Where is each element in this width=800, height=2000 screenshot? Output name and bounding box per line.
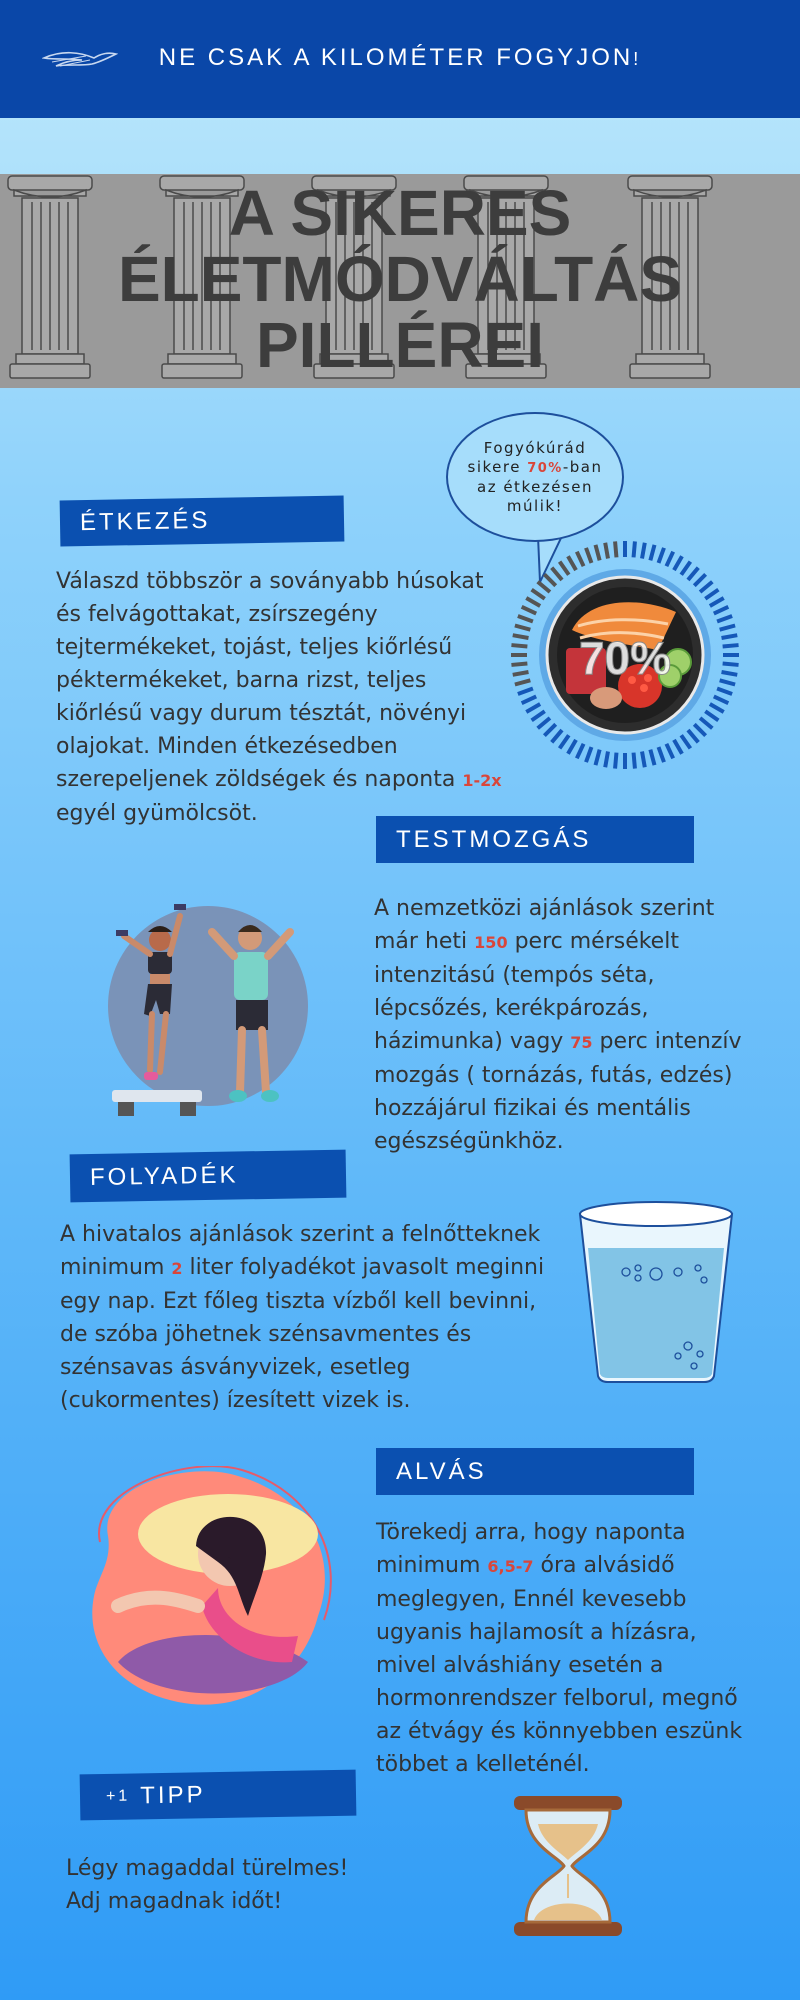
plate-ring-tick: [717, 689, 732, 694]
plate-ring-tick: [513, 635, 529, 638]
plate-ring-tick: [642, 752, 645, 768]
plate-ring-tick: [552, 568, 562, 580]
plate-ring-tick: [714, 696, 729, 703]
hourglass-icon: [508, 1794, 628, 1938]
plate-ring-tick: [513, 672, 529, 675]
plate-ring-tick: [560, 562, 569, 575]
header-title: NE CSAK A KILOMÉTER FOGYJON!: [158, 44, 642, 71]
food-text: Válaszd többször a soványabb húsokat és felvágottakat, zsírszegény tejtermékeket, tojást, teljes kiőrlésű péktermékeket, barna rizst, teljes kiőrlésű vagy durum tésztát, növényi olajokat. Minden étkezésedben szerepeljenek zöldségek és naponta 1-2x egyél gyümölcsöt.: [56, 569, 502, 826]
section-title-fluid: FOLYADÉK: [70, 1150, 347, 1203]
fluid-text: A hivatalos ajánlások szerint a felnőtteknek minimum 2 liter folyadékot javasolt meginni egy nap. Ezt főleg tiszta vízből kell bevinni, de szóba jöhetnek szénsavmentes és szénsavas ásványvizek, esetleg (cukormentes) ízesített vizek is.: [60, 1222, 545, 1413]
tip-text: Légy magaddal türelmes! Adj magadnak időt!: [66, 1856, 349, 1914]
plate-ring-tick: [722, 635, 738, 638]
plate-ring-tick: [586, 747, 591, 762]
plate-ring-tick: [642, 543, 645, 559]
plate-ring-tick: [674, 740, 682, 754]
water-glass-icon: [574, 1196, 738, 1386]
plate-ring-tick: [705, 590, 718, 599]
plate-ring-tick: [605, 543, 608, 559]
plate-ring-tick: [650, 545, 654, 560]
plate-ring-tick: [666, 744, 673, 759]
plate-ring-tick: [659, 747, 664, 762]
plate-ring-tick: [538, 718, 550, 728]
plate-ring-tick: [688, 730, 698, 742]
plate-ring-tick: [526, 704, 540, 712]
plate-ring-tick: [560, 735, 569, 748]
plate-ring-tick: [666, 552, 673, 567]
sleeping-woman-icon: [78, 1466, 340, 1718]
plate-ring-tick: [552, 730, 562, 742]
plate-ring-tick: [522, 607, 537, 614]
plate-ring-tick: [723, 664, 739, 665]
plate-ring-tick: [532, 590, 545, 599]
section-title-food: ÉTKEZÉS: [60, 496, 345, 547]
plate-ring-tick: [694, 724, 705, 735]
section-title-tip: +1 TIPP: [80, 1770, 357, 1821]
plate-ring-tick: [595, 750, 599, 765]
plate-ring-tick: [577, 744, 584, 759]
plate-ring-tick: [681, 735, 690, 748]
plate-ring-tick: [532, 711, 545, 720]
plate-ring-tick: [705, 711, 718, 720]
plate-ring-tick: [694, 574, 705, 585]
plate-ring-tick: [717, 616, 732, 621]
plate-ring-tick: [700, 718, 712, 728]
plate-ring-tick: [577, 552, 584, 567]
section-title-exercise: TESTMOZGÁS: [376, 816, 694, 863]
plate-ring-tick: [615, 541, 616, 557]
plate-ring-tick: [515, 680, 530, 684]
plate-ring-tick: [659, 548, 664, 563]
section-title-sleep: ALVÁS: [376, 1448, 694, 1495]
plate-ring-tick: [538, 582, 550, 592]
plate-ring-tick: [710, 704, 724, 712]
plate-ring-tick: [586, 548, 591, 563]
plate-ring-tick: [522, 696, 537, 703]
plate-ring-tick: [714, 607, 729, 614]
plate-percent: 70%: [578, 632, 672, 684]
plate-ring-tick: [568, 740, 576, 754]
hero-banner: [0, 174, 800, 388]
plate-ring-tick: [700, 582, 712, 592]
plate-ring-tick: [722, 672, 738, 675]
plate-ring-tick: [515, 625, 530, 629]
plate-ring-tick: [720, 625, 735, 629]
plate-ring-tick: [723, 645, 739, 646]
exercise-text: A nemzetközi ajánlások szerint már heti 150 perc mérsékelt intenzitású (tempós séta, lépcsőzés, kerékpározás, házimunka) vagy 75 perc intenzív mozgás ( tornázás, futás, edzés) hozzájárul fizikai és mentális egészségünkhöz.: [374, 896, 742, 1154]
plate-ring-tick: [568, 556, 576, 570]
plate-ring-tick: [544, 574, 555, 585]
plate-ring-tick: [511, 664, 527, 665]
plate-ring-tick: [615, 753, 616, 769]
sleep-text: Törekedj arra, hogy naponta minimum 6,5-7 óra alvásidő meglegyen, Ennél kevesebb ugyanis hajlamosít a hízásra, mivel alváshiány esetén a hormonrendszer felborul, megnő az étvágy és könnyebben eszünk többet a kelleténél.: [376, 1520, 743, 1777]
plate-ring-tick: [595, 545, 599, 560]
plate-ring-tick: [526, 598, 540, 606]
plate-ring-tick: [650, 750, 654, 765]
hero-title: A SIKERES ÉLETMÓDVÁLTÁS PILLÉREI: [117, 177, 683, 381]
plate-ring-tick: [511, 645, 527, 646]
plate-ring-tick: [720, 680, 735, 684]
plate-icon: [508, 538, 742, 772]
plate-ring-tick: [518, 616, 533, 621]
plate-ring-tick: [681, 562, 690, 575]
plate-ring-tick: [605, 752, 608, 768]
fitness-people-icon: [104, 896, 314, 1124]
speech-bubble: Fogyókúrád sikere 70%-ban az étkezésen múlik!: [446, 412, 624, 542]
plate-ring-tick: [674, 556, 682, 570]
plate-ring-tick: [688, 568, 698, 580]
plate-ring-tick: [544, 724, 555, 735]
plate-ring-tick: [634, 541, 635, 557]
plate-ring-tick: [518, 689, 533, 694]
plate-ring-tick: [710, 598, 724, 606]
plate-ring-tick: [634, 753, 635, 769]
